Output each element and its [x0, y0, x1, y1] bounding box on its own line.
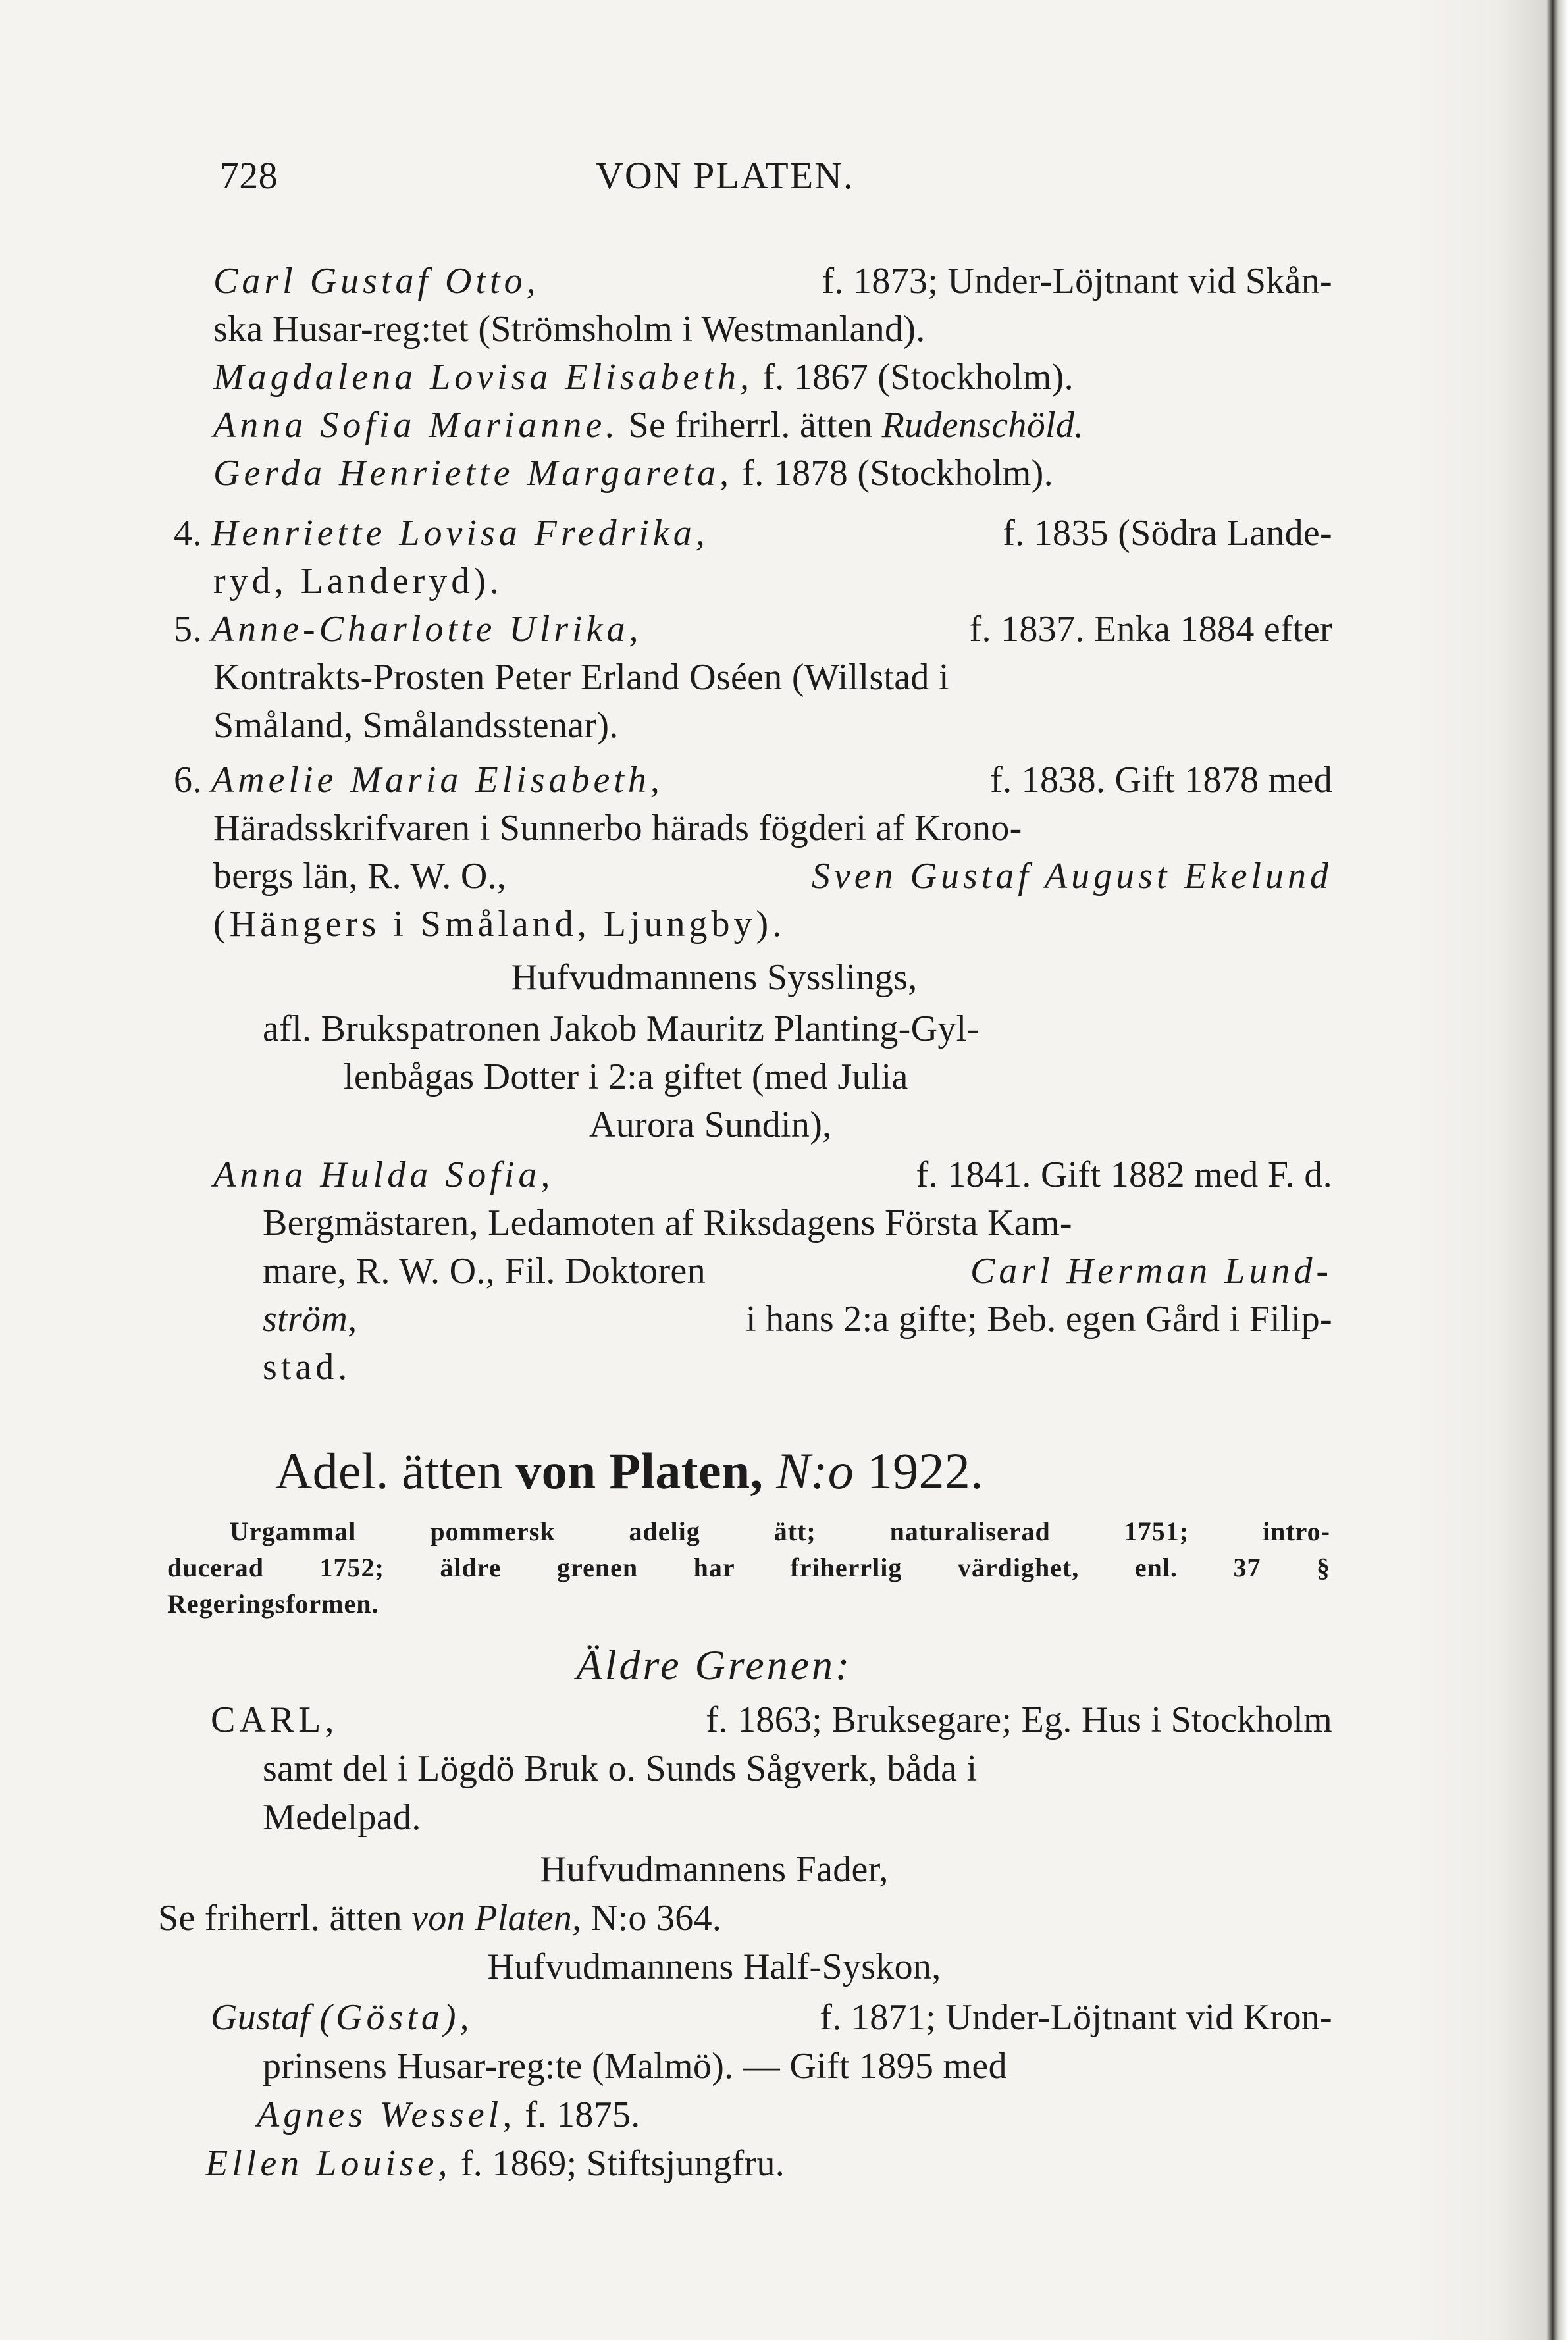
entry-anna-sofia — [213, 402, 1084, 448]
section-description-line: ducerad 1752; äldre grenen har friherrlig värdighet, enl. 37 § — [167, 1553, 1330, 1582]
entry-text: f. 1863; Bruksegare; Eg. Hus i Stockholm — [706, 1700, 1332, 1740]
person-name: Henriette Lovisa Fredrika, — [211, 513, 709, 554]
entry-text: f. 1871; Under-Löjtnant vid Kron- — [820, 1997, 1332, 2038]
entry-henriette — [174, 510, 1332, 556]
person-name: Magdalena Lovisa Elisabeth, — [213, 357, 753, 398]
spouse-name-cont: ström, — [263, 1299, 357, 1339]
section-title — [275, 1442, 983, 1501]
title-no: N:o — [776, 1442, 854, 1499]
entry-line: Bergmästaren, Ledamoten af Riksdagens Första Kam- — [263, 1203, 1072, 1243]
entry-line — [263, 1248, 1332, 1294]
family-reference: von Platen, — [411, 1898, 582, 1938]
subheading-sysslings: Hufvudmannens Sysslings, — [511, 957, 918, 998]
entry-gustaf — [211, 1994, 1332, 2041]
page-number: 728 — [220, 154, 278, 197]
entry-text: bergs län, R. W. O., — [213, 856, 507, 897]
entry-line: Häradsskrifvaren i Sunnerbo härads fögderi af Krono- — [213, 808, 1022, 848]
nickname: (Gösta), — [319, 1997, 473, 2038]
entry-number: 6. — [174, 760, 202, 800]
entry-text: f. 1841. Gift 1882 med F. d. — [916, 1155, 1332, 1195]
section-description-line: Urgammal pommersk adelig ätt; naturaliserad 1751; intro- — [230, 1517, 1330, 1546]
entry-text: f. 1835 (Södra Lande- — [1003, 513, 1332, 554]
entry-text: f. 1838. Gift 1878 med — [990, 760, 1332, 800]
entry-text: Se friherrl. ätten — [628, 405, 873, 446]
bruks-line: lenbågas Dotter i 2:a giftet (med Julia — [344, 1056, 908, 1097]
title-number: 1922. — [866, 1442, 983, 1499]
entry-number: 4. — [174, 513, 202, 554]
entry-text: f. 1875. — [525, 2094, 640, 2135]
family-name: von Platen, — [515, 1442, 764, 1499]
title-prefix: Adel. ätten — [275, 1442, 503, 1499]
entry-number: 5. — [174, 609, 202, 650]
person-name: Anna Sofia Marianne. — [213, 405, 619, 446]
bruks-line: afl. Brukspatronen Jakob Mauritz Planting-Gyl- — [263, 1008, 980, 1049]
entry-carl-gustaf-otto — [213, 258, 1332, 304]
entry-line: Medelpad. — [263, 1797, 421, 1838]
section-description-line: Regeringsformen. — [167, 1589, 379, 1619]
running-head: VON PLATEN. — [596, 154, 854, 197]
entry-carl — [211, 1697, 1332, 1743]
person-name: Carl Gustaf Otto, — [213, 261, 540, 301]
entry-anna-hulda — [213, 1152, 1332, 1198]
entry-anne-charlotte — [174, 606, 1332, 652]
entry-line: stad. — [263, 1347, 352, 1388]
entry-amelie — [174, 757, 1332, 803]
entry-line: Småland, Smålandsstenar). — [213, 705, 619, 746]
entry-line: Kontrakts-Prosten Peter Erland Oséen (Willstad i — [213, 657, 949, 698]
bruks-line: Aurora Sundin), — [589, 1105, 832, 1145]
person-name: Amelie Maria Elisabeth, — [211, 760, 664, 800]
person-name: CARL, — [211, 1700, 338, 1740]
entry-text: f. 1869; Stiftsjungfru. — [460, 2143, 785, 2184]
entry-text: f. 1873; Under-Löjtnant vid Skån- — [822, 261, 1332, 301]
person-name: Anne-Charlotte Ulrika, — [211, 609, 642, 650]
family-reference: Rudenschöld. — [881, 405, 1084, 446]
entry-ellen — [205, 2141, 785, 2187]
spouse-name: Agnes Wessel, — [257, 2094, 516, 2135]
entry-text: i hans 2:a gifte; Beb. egen Gård i Filip- — [746, 1299, 1332, 1339]
entry-text: f. 1878 (Stockholm). — [742, 453, 1053, 494]
entry-line: prinsens Husar-reg:te (Malmö). — Gift 1895 med — [263, 2046, 1007, 2087]
person-name: Ellen Louise, — [205, 2143, 452, 2184]
spouse-name: Carl Herman Lund- — [970, 1251, 1332, 1291]
entry-text: Se friherrl. ätten — [158, 1898, 402, 1938]
entry-continuation: ska Husar-reg:tet (Strömsholm i Westmanland). — [213, 309, 926, 350]
entry-gerda — [213, 450, 1053, 496]
entry-magdalena — [213, 354, 1074, 400]
person-name: Gerda Henriette Margareta, — [213, 453, 733, 494]
branch-heading: Äldre Grenen: — [576, 1642, 852, 1688]
fader-reference — [158, 1895, 721, 1941]
reference-number: N:o 364. — [590, 1898, 722, 1938]
entry-line — [257, 2092, 640, 2138]
person-name: Gustaf — [211, 1997, 311, 2038]
entry-line: (Hängers i Småland, Ljungby). — [213, 904, 786, 945]
entry-line — [213, 853, 1332, 899]
entry-text: f. 1867 (Stockholm). — [762, 357, 1074, 398]
spouse-name: Sven Gustaf August Ekelund — [811, 856, 1332, 897]
entry-continuation: ryd, Landeryd). — [213, 561, 503, 602]
page-spine-shadow — [1413, 0, 1568, 2340]
entry-line — [263, 1296, 1332, 1342]
subheading-fader: Hufvudmannens Fader, — [540, 1849, 889, 1890]
entry-line: samt del i Lögdö Bruk o. Sunds Sågverk, båda i — [263, 1748, 978, 1789]
subheading-half-syskon: Hufvudmannens Half-Syskon, — [487, 1946, 941, 1987]
entry-text: mare, R. W. O., Fil. Doktoren — [263, 1251, 706, 1291]
person-name: Anna Hulda Sofia, — [213, 1155, 554, 1195]
entry-text: f. 1837. Enka 1884 efter — [969, 609, 1332, 650]
